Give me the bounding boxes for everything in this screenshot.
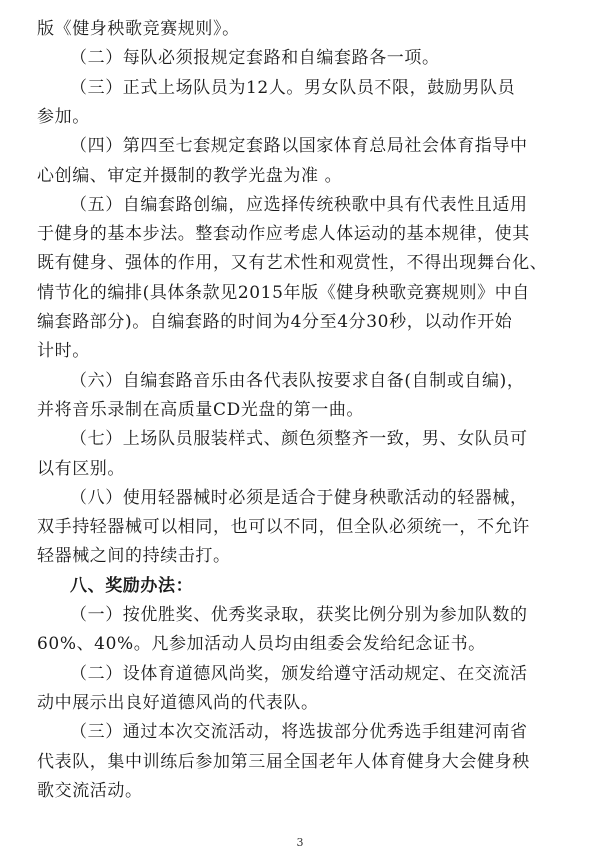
text-line: （三）正式上场队员为12人。男女队员不限，鼓励男队员 <box>70 77 516 98</box>
text-line: （二）设体育道德风尚奖，颁发给遵守活动规定、在交流活 <box>70 663 528 684</box>
section-heading: 八、奖励办法： <box>70 575 194 596</box>
text-line: 参加。 <box>37 106 90 127</box>
text-line: （六）自编套路音乐由各代表队按要求自备(自制或自编)， <box>70 370 525 391</box>
text-line: 情节化的编排(具体条款见2015年版《健身秧歌竞赛规则》中自 <box>37 282 530 303</box>
text-line: （四）第四至七套规定套路以国家体育总局社会体育指导中 <box>70 136 528 157</box>
text-line: 既有健身、强体的作用，又有艺术性和观赏性，不得出现舞台化、 <box>37 253 548 274</box>
text-line: 动中展示出良好道德风尚的代表队。 <box>37 692 319 713</box>
text-line: 心创编、审定并摄制的教学光盘为准 。 <box>37 165 343 186</box>
text-line: 于健身的基本步法。整套动作应考虑人体运动的基本规律，使其 <box>37 224 530 245</box>
text-line: （二）每队必须报规定套路和自编套路各一项。 <box>70 48 440 69</box>
text-line: （七）上场队员服装样式、颜色须整齐一致，男、女队员可 <box>70 429 528 450</box>
text-line: 计时。 <box>37 341 90 362</box>
text-line: 歌交流活动。 <box>37 780 143 801</box>
text-line: （三）通过本次交流活动，将选拔部分优秀选手组建河南省 <box>70 722 528 743</box>
text-line: 轻器械之间的持续击打。 <box>37 546 231 567</box>
text-line: 以有区别。 <box>37 458 125 479</box>
text-line: 并将音乐录制在高质量CD光盘的第一曲。 <box>37 399 365 420</box>
text-line: 双手持轻器械可以相同，也可以不同，但全队必须统一，不允许 <box>37 517 530 538</box>
text-line: 代表队，集中训练后参加第三届全国老年人体育健身大会健身秧 <box>37 751 530 772</box>
text-line: （五）自编套路创编，应选择传统秧歌中具有代表性且适用 <box>70 194 528 215</box>
text-line: 版《健身秧歌竞赛规则》。 <box>37 19 240 39</box>
text-line: （八）使用轻器械时必须是适合于健身秧歌活动的轻器械， <box>70 487 528 508</box>
text-line: 编套路部分)。自编套路的时间为4分至4分30秒，以动作开始 <box>37 312 513 332</box>
text-line: 60%、40%。凡参加活动人员均由组委会发给纪念证书。 <box>37 634 486 655</box>
page-number: 3 <box>296 836 304 849</box>
text-line: （一）按优胜奖、优秀奖录取，获奖比例分别为参加队数的 <box>70 605 528 625</box>
